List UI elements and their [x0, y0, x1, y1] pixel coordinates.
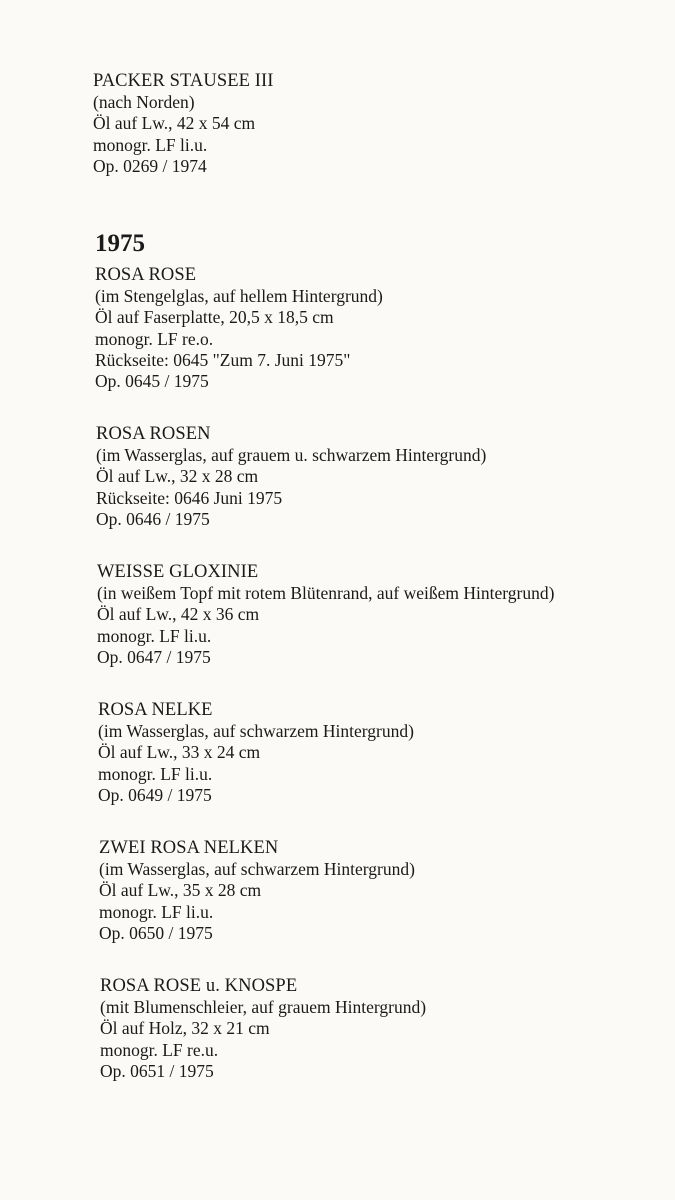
entry-medium: Öl auf Lw., 35 x 28 cm: [99, 880, 262, 901]
entry-medium: Öl auf Holz, 32 x 21 cm: [100, 1018, 270, 1039]
entry-title: ROSA ROSE: [95, 265, 197, 285]
entry-title: PACKER STAUSEE III: [93, 71, 274, 91]
entry-opus: Op. 0269 / 1974: [93, 155, 207, 176]
year-heading: 1975: [95, 230, 145, 257]
entry-medium: Öl auf Lw., 42 x 36 cm: [97, 604, 260, 625]
entry-subtitle: (im Wasserglas, auf schwarzem Hintergrund): [98, 721, 414, 742]
entry-subtitle: (im Stengelglas, auf hellem Hintergrund): [95, 286, 383, 307]
entry-title: ROSA ROSEN: [96, 424, 211, 444]
catalog-entry-rosa-rose: [95, 265, 383, 392]
entry-title: ZWEI ROSA NELKEN: [99, 838, 279, 858]
entry-subtitle: (im Wasserglas, auf schwarzem Hintergrund): [99, 859, 415, 880]
entry-signature: monogr. LF li.u.: [99, 901, 214, 922]
entry-subtitle: (im Wasserglas, auf grauem u. schwarzem Hintergrund): [96, 445, 487, 466]
entry-signature: monogr. LF li.u.: [93, 134, 208, 155]
entry-signature: monogr. LF li.u.: [98, 763, 213, 784]
entry-medium: Öl auf Lw., 32 x 28 cm: [96, 466, 259, 487]
entry-subtitle: (in weißem Topf mit rotem Blütenrand, auf weißem Hintergrund): [97, 583, 555, 604]
catalog-entry-zwei-rosa-nelken: [99, 838, 415, 944]
entry-opus: Op. 0647 / 1975: [97, 646, 211, 667]
entry-medium: Öl auf Lw., 42 x 54 cm: [93, 113, 256, 134]
entry-medium: Öl auf Faserplatte, 20,5 x 18,5 cm: [95, 307, 334, 328]
catalog-entry-weisse-gloxinie: [97, 562, 554, 668]
entry-reverse-note: Rückseite: 0645 "Zum 7. Juni 1975": [95, 349, 351, 370]
entry-opus: Op. 0646 / 1975: [96, 508, 210, 529]
entry-title: ROSA ROSE u. KNOSPE: [100, 976, 298, 996]
catalog-entry-rosa-rosen: [96, 424, 486, 530]
entry-signature: monogr. LF re.o.: [95, 328, 214, 349]
entry-title: WEISSE GLOXINIE: [97, 562, 259, 582]
entry-signature: monogr. LF li.u.: [97, 625, 212, 646]
entry-subtitle: (mit Blumenschleier, auf grauem Hintergrund): [100, 997, 427, 1018]
catalog-entry-rosa-nelke: [98, 700, 414, 806]
entry-signature: monogr. LF re.u.: [100, 1039, 219, 1060]
entry-opus: Op. 0651 / 1975: [100, 1060, 214, 1081]
entry-opus: Op. 0650 / 1975: [99, 922, 213, 943]
entry-reverse-note: Rückseite: 0646 Juni 1975: [96, 487, 283, 508]
entry-opus: Op. 0645 / 1975: [95, 371, 209, 392]
entry-medium: Öl auf Lw., 33 x 24 cm: [98, 742, 261, 763]
entry-title: ROSA NELKE: [98, 700, 213, 720]
entry-subtitle: (nach Norden): [93, 92, 195, 113]
catalog-entry-packer-stausee: [93, 71, 274, 177]
catalog-entry-rosa-rose-knospe: [100, 976, 426, 1082]
entry-opus: Op. 0649 / 1975: [98, 784, 212, 805]
